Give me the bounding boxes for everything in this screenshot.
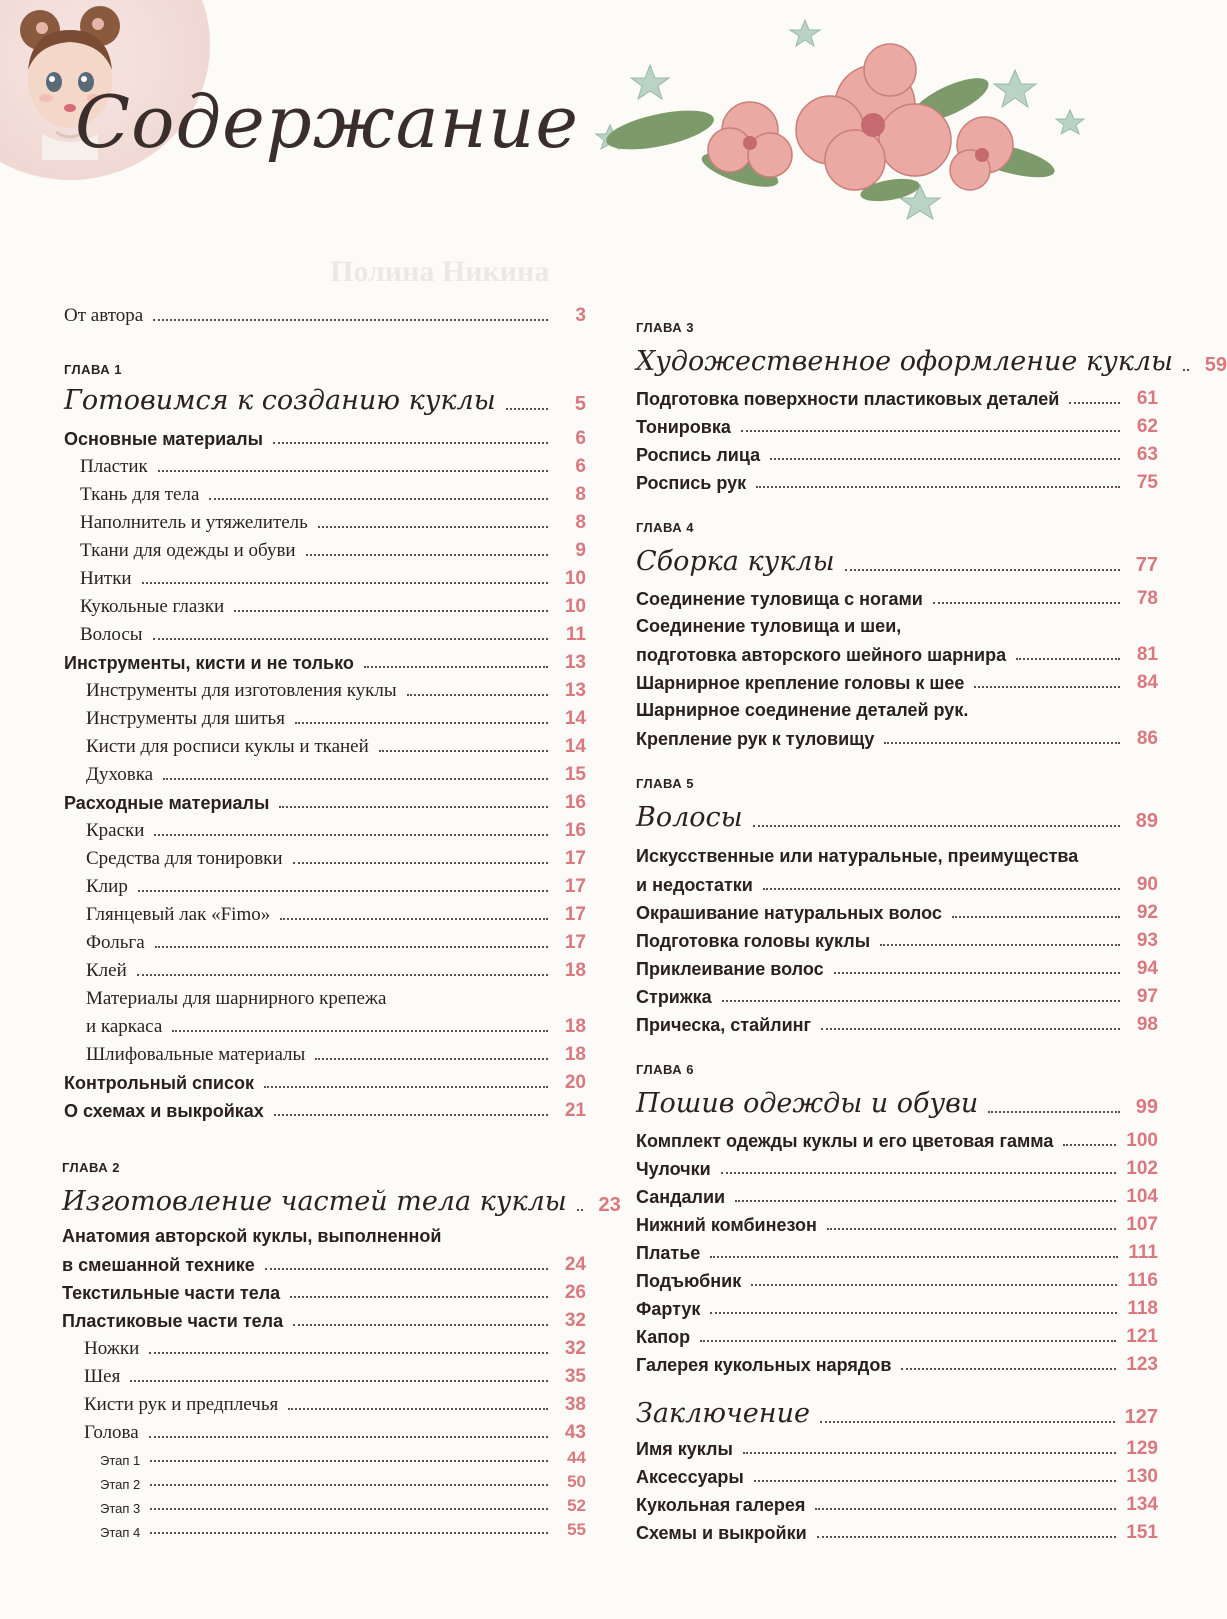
toc-page-number: 127 <box>1124 1406 1158 1428</box>
toc-page-number: 15 <box>564 764 586 785</box>
toc-label: Текстильные части тела <box>62 1283 281 1303</box>
toc-entry <box>86 904 586 926</box>
dot-leader <box>820 1421 1115 1423</box>
dot-leader <box>153 638 548 640</box>
toc-entry <box>636 958 1158 980</box>
toc-label: Окрашивание натуральных волос <box>636 903 942 923</box>
toc-label: Пошив одежды и обуви <box>636 1088 979 1119</box>
toc-label: в смешанной технике <box>62 1255 255 1275</box>
toc-label: Подготовка поверхности пластиковых деталей <box>636 389 1060 409</box>
dot-leader <box>137 974 548 976</box>
toc-page-number: 92 <box>1136 902 1158 923</box>
toc-label: Средства для тонировки <box>86 848 283 869</box>
toc-entry <box>62 1282 586 1304</box>
toc-entry <box>86 960 586 982</box>
dot-leader <box>150 1460 548 1462</box>
toc-entry <box>84 1338 586 1360</box>
toc-entry <box>86 848 586 870</box>
dot-leader <box>155 946 548 948</box>
dot-leader <box>153 319 548 321</box>
toc-page-number: 13 <box>564 652 586 673</box>
toc-entry <box>100 1448 586 1468</box>
dot-leader <box>142 582 548 584</box>
toc-page-number: 17 <box>564 876 586 897</box>
toc-entry <box>86 1044 586 1066</box>
toc-label: Сборка куклы <box>636 546 835 577</box>
toc-entry <box>636 1438 1158 1460</box>
toc-entry <box>636 1158 1158 1180</box>
toc-label: Пластик <box>80 456 148 477</box>
toc-page-number: 43 <box>564 1422 586 1443</box>
toc-label: Подъюбник <box>636 1271 742 1291</box>
chapter-label: ГЛАВА 1 <box>64 362 123 377</box>
toc-entry <box>62 1310 586 1332</box>
toc-entry <box>636 644 1158 666</box>
dot-leader <box>815 1508 1116 1510</box>
toc-entry <box>636 1186 1158 1208</box>
toc-entry <box>64 428 586 450</box>
toc-page-number: 13 <box>564 680 586 701</box>
toc-entry <box>64 1100 586 1122</box>
toc-entry <box>80 568 586 590</box>
toc-page-number: 90 <box>1136 874 1158 895</box>
toc-page-number: 55 <box>567 1520 586 1539</box>
dot-leader <box>149 1352 548 1354</box>
toc-label: Кисти для росписи куклы и тканей <box>86 736 369 757</box>
toc-page-number: 10 <box>564 596 586 617</box>
chapter-title <box>636 1398 1158 1429</box>
toc-entry <box>636 986 1158 1008</box>
toc-page-number: 18 <box>564 1044 586 1065</box>
toc-entry <box>86 820 586 842</box>
toc-label: Этап 2 <box>100 1477 141 1492</box>
toc-entry-line: Анатомия авторской куклы, выполненной <box>62 1226 442 1246</box>
toc-entry <box>636 672 1158 694</box>
dot-leader <box>154 834 548 836</box>
toc-label: Этап 1 <box>100 1453 141 1468</box>
dot-leader <box>280 918 548 920</box>
toc-label: Капор <box>636 1327 691 1347</box>
toc-entry <box>86 1016 586 1038</box>
toc-page-number: 23 <box>598 1194 621 1216</box>
toc-label: Ткань для тела <box>80 484 200 505</box>
dot-leader <box>234 610 548 612</box>
toc-entry <box>636 1242 1158 1264</box>
toc-label: Кукольные глазки <box>80 596 225 617</box>
toc-label: Тонировка <box>636 417 731 437</box>
toc-page-number: 32 <box>564 1310 586 1331</box>
toc-page-number: 63 <box>1136 444 1158 465</box>
toc-entry <box>636 1466 1158 1488</box>
dot-leader <box>163 778 548 780</box>
toc-label: Расходные материалы <box>64 793 270 813</box>
toc-entry <box>636 1130 1158 1152</box>
toc-page-number: 151 <box>1126 1522 1158 1543</box>
dot-leader <box>172 1030 548 1032</box>
dot-leader <box>577 1209 583 1211</box>
dot-leader <box>741 430 1120 432</box>
toc-entry <box>636 902 1158 924</box>
dot-leader <box>735 1200 1116 1202</box>
toc-entry <box>636 444 1158 466</box>
toc-page-number: 129 <box>1126 1438 1158 1459</box>
chapter-label: ГЛАВА 5 <box>636 776 695 791</box>
toc-page-number: 121 <box>1126 1326 1158 1347</box>
toc-page-number: 93 <box>1136 930 1158 951</box>
toc-entry <box>80 512 586 534</box>
toc-label: Контрольный список <box>64 1073 254 1093</box>
toc-entry-line: Материалы для шарнирного крепежа <box>86 988 387 1009</box>
toc-page-number: 59 <box>1204 354 1227 376</box>
toc-page-number: 77 <box>1135 554 1158 576</box>
toc-label: и недостатки <box>636 875 753 895</box>
chapter-title <box>636 802 1158 833</box>
toc-page-number: 20 <box>564 1072 586 1093</box>
dot-leader <box>293 862 548 864</box>
toc-label: Готовимся к созданию куклы <box>64 385 496 416</box>
dot-leader <box>834 972 1120 974</box>
dot-leader <box>753 825 1120 827</box>
toc-label: Основные материалы <box>64 429 263 449</box>
toc-entry <box>80 624 586 646</box>
toc-label: Прическа, стайлинг <box>636 1015 812 1035</box>
toc-label: Глянцевый лак «Fimo» <box>86 904 271 925</box>
toc-label: Клир <box>86 876 128 897</box>
toc-label: Фартук <box>636 1299 701 1319</box>
toc-label: О схемах и выкройках <box>64 1101 264 1121</box>
toc-page-number: 8 <box>575 484 586 505</box>
background-author-text: Полина Никина <box>330 255 550 288</box>
toc-page-number: 3 <box>575 305 586 326</box>
toc-entry <box>86 932 586 954</box>
toc-label: Подготовка головы куклы <box>636 931 871 951</box>
toc-page-number: 18 <box>564 960 586 981</box>
dot-leader <box>288 1408 548 1410</box>
toc-page-number: 26 <box>564 1282 586 1303</box>
chapter-title <box>636 546 1158 577</box>
toc-label: Духовка <box>86 764 154 785</box>
toc-label: Приклеивание волос <box>636 959 824 979</box>
dot-leader <box>279 806 548 808</box>
toc-page-number: 44 <box>567 1448 586 1467</box>
dot-leader <box>754 1480 1117 1482</box>
toc-entry <box>84 1366 586 1388</box>
toc-entry <box>636 1326 1158 1348</box>
toc-page-number: 16 <box>564 792 586 813</box>
toc-label: Имя куклы <box>636 1439 733 1459</box>
toc-label: Комплект одежды куклы и его цветовая гамма <box>636 1131 1054 1151</box>
toc-page-number: 14 <box>564 708 586 729</box>
toc-entry <box>86 708 586 730</box>
dot-leader <box>763 888 1120 890</box>
toc-label: Голова <box>84 1422 139 1443</box>
toc-page-number: 123 <box>1126 1354 1158 1375</box>
toc-entry <box>636 930 1158 952</box>
dot-leader <box>150 1484 548 1486</box>
dot-leader <box>364 666 548 668</box>
toc-label: Инструменты для изготовления куклы <box>86 680 397 701</box>
dot-leader <box>264 1086 548 1088</box>
toc-entry <box>86 764 586 786</box>
dot-leader <box>290 1296 548 1298</box>
dot-leader <box>710 1312 1117 1314</box>
toc-label: Заключение <box>636 1398 810 1429</box>
dot-leader <box>158 470 548 472</box>
dot-leader <box>315 1058 548 1060</box>
chapter-title <box>636 1088 1158 1119</box>
toc-entry <box>86 680 586 702</box>
toc-page-number: 116 <box>1127 1270 1158 1291</box>
dot-leader <box>770 458 1120 460</box>
toc-label: Ножки <box>84 1338 140 1359</box>
toc-page-number: 17 <box>564 848 586 869</box>
toc-entry <box>636 1214 1158 1236</box>
toc-label: Нижний комбинезон <box>636 1215 817 1235</box>
toc-entry <box>636 1522 1158 1544</box>
chapter-label: ГЛАВА 4 <box>636 520 695 535</box>
dot-leader <box>751 1284 1117 1286</box>
toc-label: Галерея кукольных нарядов <box>636 1355 892 1375</box>
toc-page-number: 130 <box>1126 1466 1158 1487</box>
toc-entry <box>636 388 1158 410</box>
toc-entry <box>636 1014 1158 1036</box>
toc-page-number: 6 <box>575 428 586 449</box>
toc-page-number: 32 <box>564 1338 586 1359</box>
dot-leader <box>295 722 548 724</box>
dot-leader <box>306 554 548 556</box>
dot-leader <box>901 1368 1116 1370</box>
toc-entry <box>636 1354 1158 1376</box>
toc-label: Этап 4 <box>100 1525 141 1540</box>
dot-leader <box>273 442 548 444</box>
toc-page-number: 11 <box>565 624 586 645</box>
toc-entry <box>636 416 1158 438</box>
toc-page-number: 89 <box>1135 810 1158 832</box>
dot-leader <box>149 1436 548 1438</box>
chapter-label: ГЛАВА 3 <box>636 320 695 335</box>
dot-leader <box>721 1172 1117 1174</box>
dot-leader <box>845 569 1120 571</box>
toc-entry <box>62 1254 586 1276</box>
toc-page-number: 97 <box>1136 986 1158 1007</box>
toc-page-number: 75 <box>1136 472 1158 493</box>
dot-leader <box>130 1380 548 1382</box>
chapter-label: ГЛАВА 2 <box>62 1160 121 1175</box>
toc-page-number: 134 <box>1126 1494 1158 1515</box>
dot-leader <box>150 1532 548 1534</box>
toc-label: Роспись рук <box>636 473 747 493</box>
dot-leader <box>274 1114 548 1116</box>
chapter-title <box>636 346 1227 377</box>
toc-label: Стрижка <box>636 987 712 1007</box>
dot-leader <box>756 486 1120 488</box>
toc-label: Кисти рук и предплечья <box>84 1394 279 1415</box>
dot-leader <box>722 1000 1120 1002</box>
dot-leader <box>884 742 1120 744</box>
dot-leader <box>710 1256 1118 1258</box>
toc-page-number: 111 <box>1128 1242 1158 1263</box>
toc-page-number: 98 <box>1136 1014 1158 1035</box>
toc-entry <box>100 1472 586 1492</box>
toc-entry <box>64 652 586 674</box>
toc-label: От автора <box>64 305 144 326</box>
dot-leader <box>743 1452 1116 1454</box>
toc-label: Этап 3 <box>100 1501 141 1516</box>
toc-label: Соединение туловища с ногами <box>636 589 923 609</box>
toc-label: Шлифовальные материалы <box>86 1044 306 1065</box>
toc-label: Схемы и выкройки <box>636 1523 807 1543</box>
dot-leader <box>880 944 1120 946</box>
dot-leader <box>265 1268 548 1270</box>
toc-page-number: 35 <box>564 1366 586 1387</box>
toc-label: Кукольная галерея <box>636 1495 806 1515</box>
toc-label: Пластиковые части тела <box>62 1311 284 1331</box>
toc-page-number: 17 <box>564 904 586 925</box>
toc-label: Роспись лица <box>636 445 761 465</box>
toc-entry <box>636 588 1158 610</box>
dot-leader <box>821 1028 1120 1030</box>
dot-leader <box>817 1536 1117 1538</box>
toc-page-number: 6 <box>575 456 586 477</box>
dot-leader <box>1069 402 1120 404</box>
toc-entry-line: Соединение туловища и шеи, <box>636 616 902 636</box>
toc-entry <box>86 876 586 898</box>
toc-page-number: 10 <box>564 568 586 589</box>
toc-label: Шарнирное крепление головы к шее <box>636 673 965 693</box>
toc-label: Шея <box>84 1366 121 1387</box>
dot-leader <box>293 1324 548 1326</box>
toc-entry <box>84 1422 586 1444</box>
toc-label: и каркаса <box>86 1016 163 1037</box>
toc-label: Ткани для одежды и обуви <box>80 540 296 561</box>
dot-leader <box>506 408 548 410</box>
toc-label: Краски <box>86 820 145 841</box>
toc-page-number: 78 <box>1136 588 1158 609</box>
toc-page-number: 118 <box>1127 1298 1158 1319</box>
toc-page-number: 52 <box>567 1496 586 1515</box>
toc-page-number: 100 <box>1126 1130 1158 1151</box>
toc-entry <box>100 1496 586 1516</box>
toc-entry <box>80 540 586 562</box>
toc-label: Волосы <box>636 802 743 833</box>
toc-entry <box>80 456 586 478</box>
toc-page-number: 5 <box>574 393 586 415</box>
dot-leader <box>150 1508 548 1510</box>
toc-entry <box>636 1298 1158 1320</box>
toc-label: Крепление рук к туловищу <box>636 729 875 749</box>
toc-page-number: 84 <box>1136 672 1158 693</box>
toc-label: Клей <box>86 960 127 981</box>
toc-entry <box>636 874 1158 896</box>
dot-leader <box>988 1111 1120 1113</box>
toc-label: Фольга <box>86 932 145 953</box>
toc-page-number: 21 <box>564 1100 586 1121</box>
toc-entry <box>64 1072 586 1094</box>
toc-page-number: 8 <box>575 512 586 533</box>
toc-page-number: 86 <box>1136 728 1158 749</box>
chapter-label: ГЛАВА 6 <box>636 1062 695 1077</box>
toc-label: Изготовление частей тела куклы <box>62 1186 567 1217</box>
toc-entry-intro <box>64 305 586 327</box>
page-title: Содержание <box>75 80 579 164</box>
toc-page-number: 17 <box>564 932 586 953</box>
toc-page-number: 14 <box>564 736 586 757</box>
toc-page-number: 61 <box>1136 388 1158 409</box>
dot-leader <box>1183 369 1189 371</box>
toc-page-number: 50 <box>567 1472 586 1491</box>
toc-label: Нитки <box>80 568 132 589</box>
toc-entry <box>64 792 586 814</box>
toc-entry <box>636 1494 1158 1516</box>
dot-leader <box>700 1340 1116 1342</box>
toc-label: Платье <box>636 1243 701 1263</box>
toc-page-number: 104 <box>1126 1186 1158 1207</box>
toc-page-number: 38 <box>564 1394 586 1415</box>
dot-leader <box>1016 658 1120 660</box>
dot-leader <box>1063 1144 1116 1146</box>
toc-entry-line: Шарнирное соединение деталей рук. <box>636 700 969 720</box>
dot-leader <box>138 890 548 892</box>
toc-label: Художественное оформление куклы <box>636 346 1174 377</box>
dot-leader <box>974 686 1120 688</box>
toc-page-number: 81 <box>1136 644 1158 665</box>
toc-entry <box>80 596 586 618</box>
toc-page-number: 94 <box>1136 958 1158 979</box>
toc-entry <box>100 1520 586 1540</box>
dot-leader <box>933 602 1120 604</box>
flowers-illustration <box>590 10 1150 230</box>
toc-entry <box>86 736 586 758</box>
dot-leader <box>379 750 548 752</box>
toc-page-number: 62 <box>1136 416 1158 437</box>
toc-page-number: 99 <box>1135 1096 1158 1118</box>
toc-label: Аксессуары <box>636 1467 744 1487</box>
chapter-title <box>62 1186 621 1217</box>
toc-page-number: 107 <box>1126 1214 1158 1235</box>
toc-label: подготовка авторского шейного шарнира <box>636 645 1007 665</box>
toc-page-number: 24 <box>564 1254 586 1275</box>
dot-leader <box>407 694 548 696</box>
toc-entry-line: Искусственные или натуральные, преимущества <box>636 846 1079 866</box>
toc-label: Наполнитель и утяжелитель <box>80 512 308 533</box>
toc-page-number: 16 <box>564 820 586 841</box>
dot-leader <box>952 916 1120 918</box>
toc-page-number: 18 <box>564 1016 586 1037</box>
toc-entry <box>636 1270 1158 1292</box>
dot-leader <box>827 1228 1116 1230</box>
toc-page-number: 9 <box>575 540 586 561</box>
toc-entry <box>80 484 586 506</box>
toc-page-number: 102 <box>1126 1158 1158 1179</box>
toc-entry <box>84 1394 586 1416</box>
toc-entry <box>636 728 1158 750</box>
dot-leader <box>209 498 548 500</box>
toc-label: Сандалии <box>636 1187 726 1207</box>
toc-label: Чулочки <box>636 1159 711 1179</box>
toc-label: Инструменты, кисти и не только <box>64 653 354 673</box>
toc-label: Инструменты для шитья <box>86 708 285 729</box>
dot-leader <box>318 526 548 528</box>
toc-entry <box>636 472 1158 494</box>
toc-label: Волосы <box>80 624 143 645</box>
chapter-title <box>64 385 586 416</box>
